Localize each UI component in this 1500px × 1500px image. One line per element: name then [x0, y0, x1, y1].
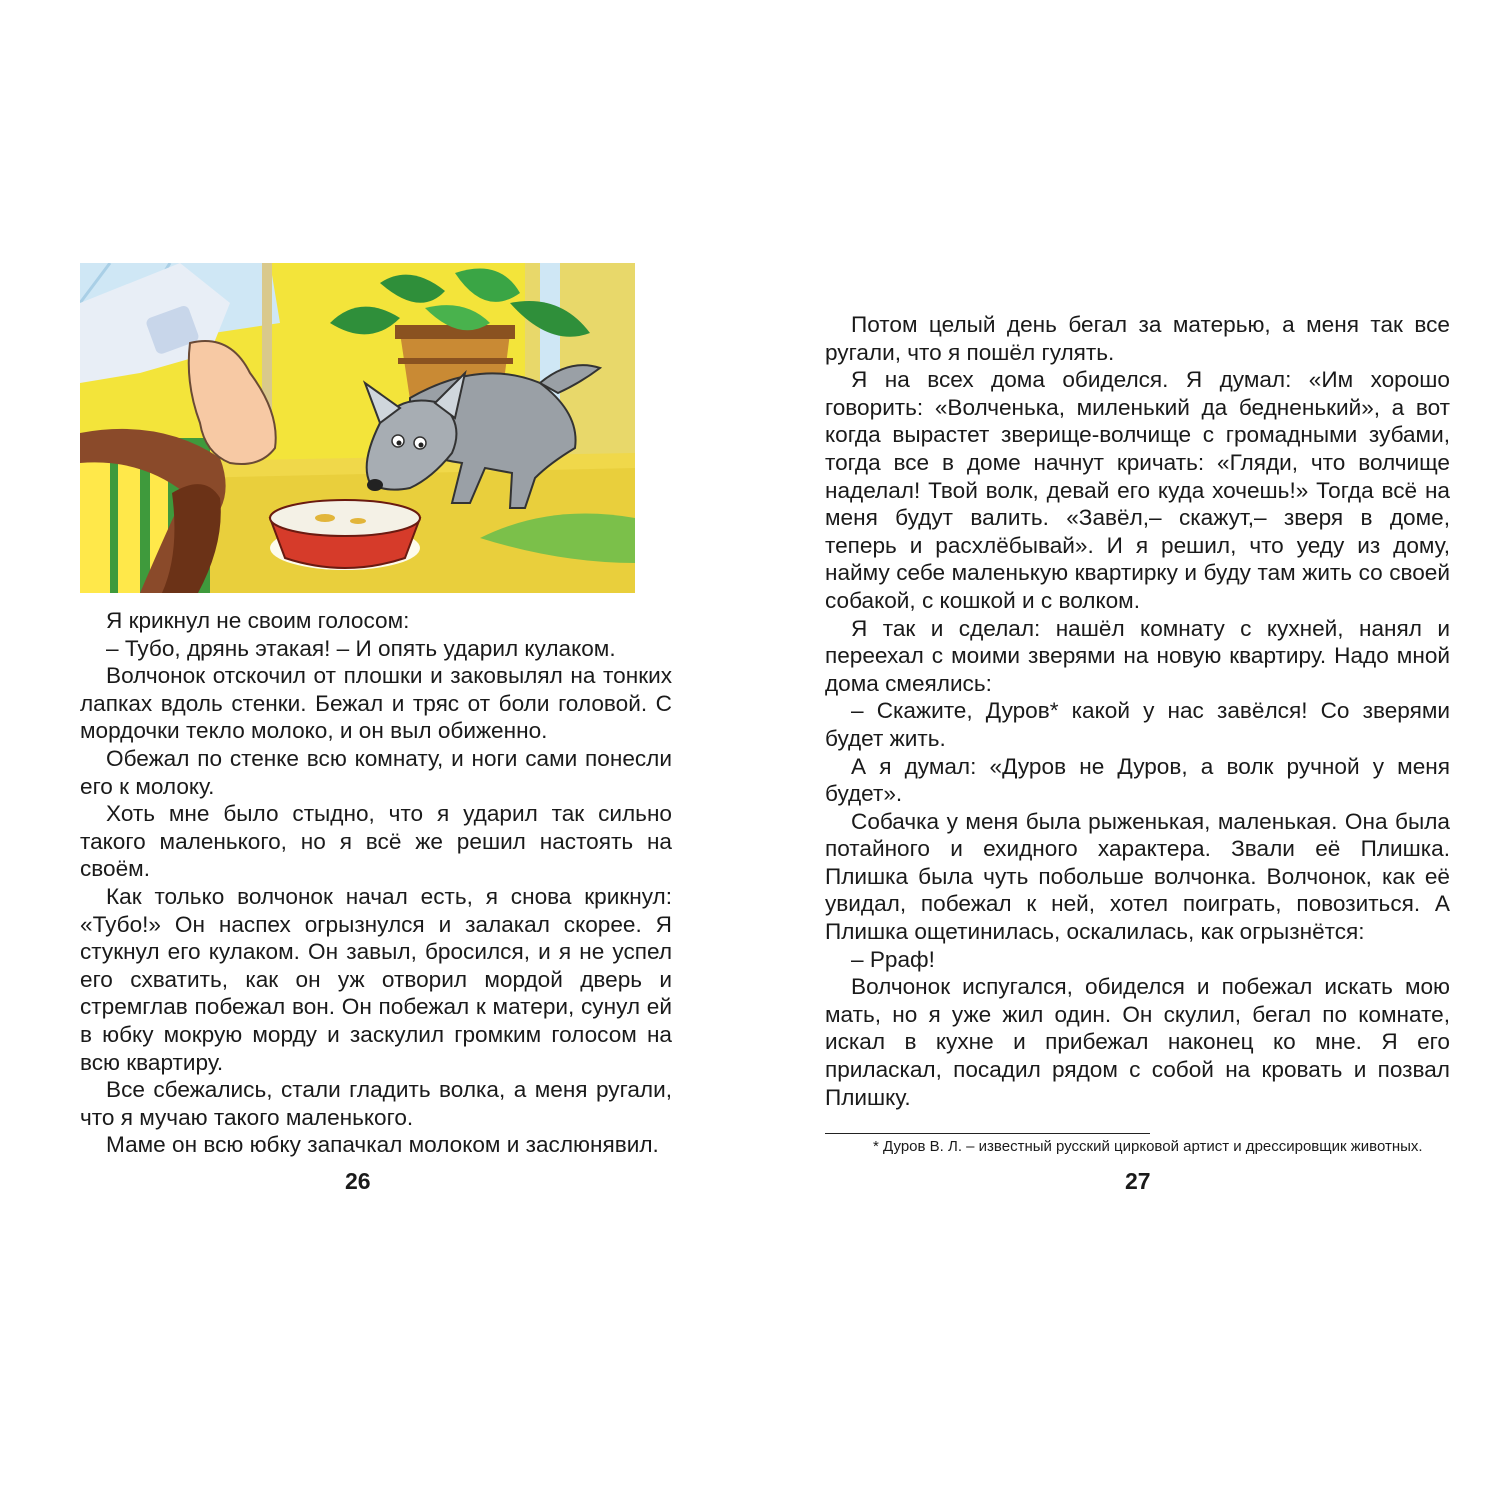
paragraph: Я на всех дома обиделся. Я думал: «Им хорошо говорить: «Волченька, миленький да бедненький», а вот когда вырастет зверище-волчище с громадными зубами, тогда все в доме начнут кричать: «Гляди, что волчище наделал! Твой волк, девай его куда хочешь!» Тогда всё на меня будут валить. «Завёл,– скажут,– зверя в доме, теперь и расхлёбывай». И я решил, что уеду из дому, найму себе маленькую квартирку и буду там жить со своей собакой, с кошкой и с волком. — [825, 367, 1450, 613]
paragraph: Как только волчонок начал есть, я снова крикнул: «Тубо!» Он наспех огрызнулся и залакал скорее. Я стукнул его кулаком. Он завыл, бросился, и я не успел его схватить, как он уж отворил мордой дверь и стремглав побежал вон. Он побежал к матери, сунул ей в юбку мокрую морду и заскулил громким голосом на всю квартиру. — [80, 883, 672, 1075]
paragraph: Я так и сделал: нашёл комнату с кухней, нанял и переехал с моими зверями на новую квартиру. Надо мной дома смеялись: — [825, 615, 1450, 696]
paragraph: – Тубо, дрянь этакая! – И опять ударил кулаком. — [106, 635, 616, 661]
paragraph: Хоть мне было стыдно, что я ударил так сильно такого маленького, но я всё же решил настоять на своём. — [80, 801, 672, 882]
paragraph: Собачка у меня была рыженькая, маленькая. Она была потайного и ехидного характера. Звали её Плишка. Плишка была чуть побольше волчонка. Волчонок, как её увидал, побежал к ней, хотел поиграть, повозиться. А Плишка ощетинилась, оскалилась, как огрызнётся: — [825, 808, 1450, 945]
paragraph: – Рраф! — [851, 946, 935, 972]
page-number-left: 26 — [345, 1168, 371, 1194]
page-number-right: 27 — [1125, 1168, 1151, 1194]
footnote: * Дуров В. Л. – известный русский цирковой артист и дрессировщик животных. — [873, 1138, 1423, 1155]
footnote-divider — [825, 1133, 1150, 1134]
paragraph: Волчонок испугался, обиделся и побежал искать мою мать, но я уже жил один. Он скулил, бегал по комнате, искал в кухне и прибежал наконец ко мне. Я его приласкал, посадил рядом с собой на кровать и позвал Плишку. — [825, 974, 1450, 1110]
left-page-text — [80, 607, 672, 1159]
paragraph: Потом целый день бегал за матерью, а меня так все ругали, что я пошёл гулять. — [825, 312, 1450, 365]
paragraph: Волчонок отскочил от плошки и заковылял на тонких лапках вдоль стенки. Бежал и тряс от боли головой. С мордочки текло молоко, и он выл обиженно. — [80, 663, 672, 744]
paragraph: А я думал: «Дуров не Дуров, а волк ручной у меня будет». — [825, 753, 1450, 807]
paragraph: Все сбежались, стали гладить волка, а меня ругали, что я мучаю такого маленького. — [80, 1077, 672, 1130]
paragraph: Маме он всю юбку запачкал молоком и заслюнявил. — [106, 1132, 659, 1158]
paragraph: – Скажите, Дуров* какой у нас завёлся! Со зверями будет жить. — [825, 698, 1450, 751]
illustration-wolf-cub — [80, 263, 635, 593]
right-page-text — [825, 311, 1450, 1111]
paragraph: Я крикнул не своим голосом: — [106, 608, 410, 633]
paragraph: Обежал по стенке всю комнату, и ноги сами понесли его к молоку. — [80, 745, 672, 799]
